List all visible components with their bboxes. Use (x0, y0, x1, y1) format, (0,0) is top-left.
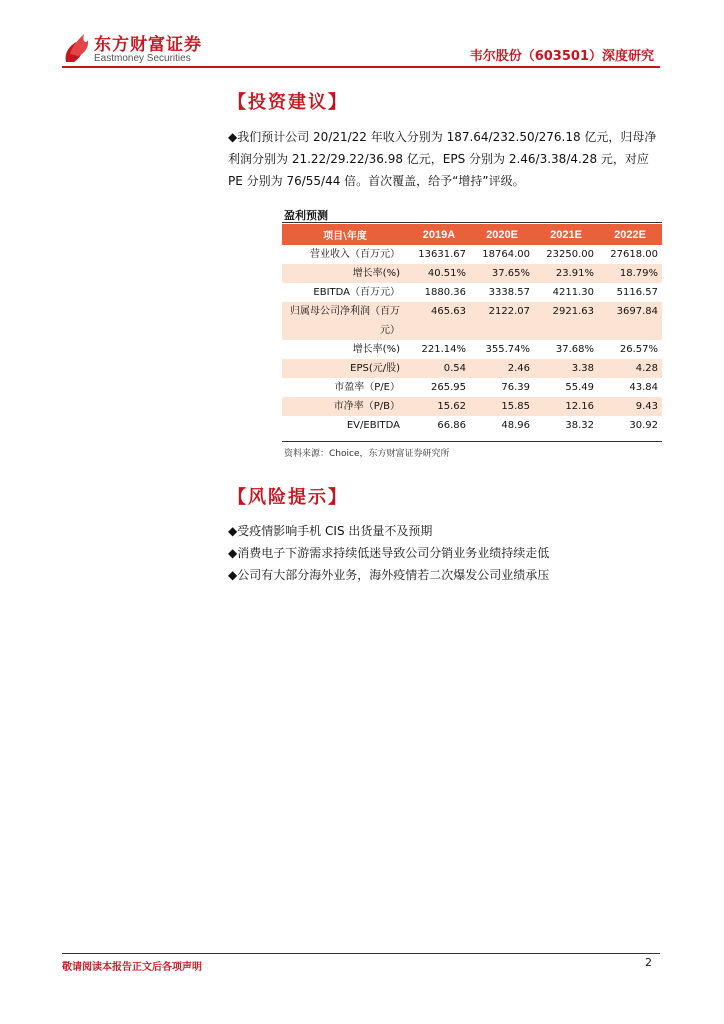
table-cell: 27618.00 (610, 249, 658, 260)
page-header (0, 0, 724, 72)
table-cell: 355.74% (485, 344, 530, 355)
row-label: EBITDA（百万元） (313, 287, 400, 298)
table-cell: 37.65% (470, 264, 534, 283)
table-cell: 18764.00 (482, 249, 530, 260)
investment-text: ◆我们预计公司 20/21/22 年收入分别为 187.64/232.50/276.18 亿元，归母净利润分别为 21.22/29.22/36.98 亿元，EPS 分别为 2.46/3.38/4.28 元，对应 PE 分别为 76/55/44 倍。首次覆盖，给予“增持”评级。 (228, 130, 657, 188)
table-header-cell: 2020E (470, 224, 534, 245)
table-cell: 15.62 (408, 397, 470, 416)
logo-flame-icon (62, 32, 90, 64)
table-header-cell: 项目\年度 (282, 224, 408, 245)
report-title: 韦尔股份（603501）深度研究 (469, 49, 654, 64)
investment-section-title: 【投资建议】 (228, 92, 348, 113)
risk-section-title: 【风险提示】 (228, 487, 348, 508)
table-bottom-rule (282, 441, 662, 442)
risk-list (228, 520, 662, 586)
header-divider (62, 66, 660, 68)
table-cell: 9.43 (598, 397, 662, 416)
page-number: 2 (645, 956, 652, 969)
table-cell: 26.57% (619, 344, 658, 355)
row-label: 营业收入（百万元） (310, 249, 400, 260)
table-cell: 13631.67 (418, 249, 466, 260)
row-label: 市盈率（P/E） (334, 382, 400, 393)
table-cell: 2.46 (470, 359, 534, 378)
table-cell: 2122.07 (470, 302, 534, 340)
table-row (282, 245, 662, 264)
table-cell: 3338.57 (488, 287, 530, 298)
table-row (282, 359, 662, 378)
logo-text-en: Eastmoney Securities (94, 53, 191, 64)
table-row (282, 302, 662, 340)
row-label: 增长率(%) (352, 344, 400, 355)
footer-disclaimer: 敬请阅读本报告正文后各项声明 (62, 962, 202, 973)
risk-item: ◆受疫情影响手机 CIS 出货量不及预期 (228, 524, 433, 538)
table-cell: 55.49 (565, 382, 594, 393)
table-cell: 5116.57 (616, 287, 658, 298)
table-cell: 37.68% (555, 344, 594, 355)
row-label: 归属母公司净利润（百万元） (282, 302, 408, 340)
footer-divider (62, 953, 660, 954)
table-title: 盈利预测 (284, 209, 328, 222)
table-source-note: 资料来源：Choice，东方财富证券研究所 (284, 449, 450, 459)
table-header-cell: 2022E (598, 224, 662, 245)
table-cell: 76.39 (501, 382, 530, 393)
table-cell: 40.51% (408, 264, 470, 283)
table-row (282, 283, 662, 302)
table-row (282, 264, 662, 283)
row-label: 市净率（P/B） (282, 397, 408, 416)
forecast-table (282, 224, 662, 435)
table-cell: 38.32 (565, 420, 594, 431)
table-header-cell: 2019A (408, 224, 470, 245)
table-cell: 4.28 (598, 359, 662, 378)
risk-item: ◆消费电子下游需求持续低迷导致公司分销业务业绩持续走低 (228, 546, 550, 560)
table-row (282, 378, 662, 397)
row-label: EV/EBITDA (346, 420, 400, 431)
row-label: 增长率(%) (282, 264, 408, 283)
table-header-cell: 2021E (534, 224, 598, 245)
table-cell: 66.86 (437, 420, 466, 431)
table-cell: 30.92 (629, 420, 658, 431)
table-cell: 15.85 (470, 397, 534, 416)
table-row (282, 340, 662, 359)
table-cell: 221.14% (421, 344, 466, 355)
table-row (282, 416, 662, 435)
table-cell: 4211.30 (552, 287, 594, 298)
table-cell: 48.96 (501, 420, 530, 431)
table-row (282, 397, 662, 416)
table-cell: 12.16 (534, 397, 598, 416)
table-cell: 3697.84 (598, 302, 662, 340)
table-cell: 265.95 (431, 382, 466, 393)
table-cell: 23.91% (534, 264, 598, 283)
table-header-row (282, 224, 662, 245)
table-cell: 0.54 (408, 359, 470, 378)
row-label: EPS(元/股) (282, 359, 408, 378)
risk-item: ◆公司有大部分海外业务，海外疫情若二次爆发公司业绩承压 (228, 568, 550, 582)
table-cell: 3.38 (534, 359, 598, 378)
investment-paragraph (228, 126, 662, 192)
table-top-rule (282, 222, 662, 223)
table-cell: 18.79% (598, 264, 662, 283)
table-cell: 465.63 (408, 302, 470, 340)
table-cell: 43.84 (629, 382, 658, 393)
table-cell: 23250.00 (546, 249, 594, 260)
table-cell: 1880.36 (424, 287, 466, 298)
table-cell: 2921.63 (534, 302, 598, 340)
logo-text-cn: 东方财富证券 (94, 35, 202, 55)
